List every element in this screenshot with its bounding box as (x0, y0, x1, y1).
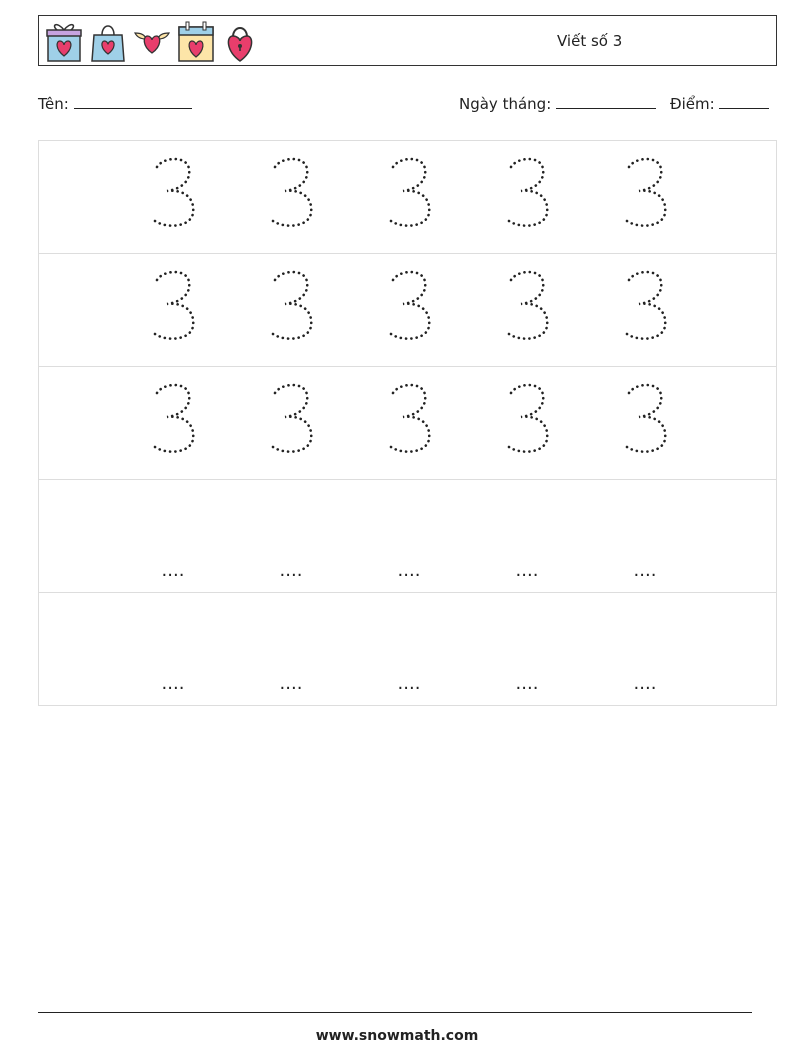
dot-placeholder: .... (397, 673, 421, 694)
dot-placeholder: .... (515, 673, 539, 694)
write-cell[interactable] (133, 480, 213, 593)
page-title: Viết số 3 (557, 32, 623, 50)
footer-website: www.snowmath.com (315, 1028, 479, 1044)
write-cell[interactable] (487, 480, 567, 593)
dotted-digit (387, 268, 435, 344)
winged-heart-icon (133, 19, 171, 63)
name-label: Tên: (38, 95, 69, 113)
digit-value: 3 (269, 381, 270, 382)
digit-value: 3 (505, 268, 506, 269)
trace-cell (251, 254, 331, 367)
trace-cell (251, 141, 331, 254)
dot-placeholder: .... (161, 560, 185, 581)
dotted-digit (505, 155, 553, 231)
trace-cell (487, 254, 567, 367)
name-blank[interactable] (74, 94, 192, 109)
dotted-digit (387, 155, 435, 231)
dotted-digit (151, 381, 199, 457)
dotted-digit (623, 381, 671, 457)
date-blank[interactable] (556, 94, 656, 109)
trace-cell (487, 367, 567, 480)
dotted-digit (269, 381, 317, 457)
score-label: Điểm: (670, 95, 715, 113)
header-box (38, 15, 777, 66)
digit-value: 3 (623, 268, 624, 269)
gift-box-icon (45, 19, 83, 63)
trace-cell (133, 254, 213, 367)
digit-value: 3 (387, 268, 388, 269)
dot-placeholder: .... (397, 560, 421, 581)
digit-value: 3 (387, 155, 388, 156)
dot-placeholder: .... (633, 673, 657, 694)
digit-value: 3 (505, 381, 506, 382)
write-cell[interactable] (251, 593, 331, 706)
dotted-digit (505, 381, 553, 457)
digit-value: 3 (387, 381, 388, 382)
worksheet-row (39, 141, 776, 254)
trace-cell (133, 367, 213, 480)
trace-cell (251, 367, 331, 480)
dotted-digit (269, 268, 317, 344)
trace-cell (605, 254, 685, 367)
worksheet-row (39, 254, 776, 367)
name-field (38, 94, 192, 113)
date-field (459, 94, 656, 113)
trace-cell (369, 141, 449, 254)
header-icons (45, 19, 259, 63)
practice-grid (38, 140, 777, 706)
dotted-digit (623, 268, 671, 344)
dotted-digit (269, 155, 317, 231)
worksheet-row (39, 480, 776, 593)
shopping-bag-icon (89, 19, 127, 63)
digit-value: 3 (151, 155, 152, 156)
trace-cell (605, 141, 685, 254)
score-blank[interactable] (719, 94, 769, 109)
score-field (670, 94, 769, 113)
trace-cell (133, 141, 213, 254)
heart-lock-icon (221, 19, 259, 63)
write-cell[interactable] (605, 480, 685, 593)
digit-value: 3 (269, 268, 270, 269)
digit-value: 3 (151, 268, 152, 269)
dot-placeholder: .... (515, 560, 539, 581)
dotted-digit (151, 268, 199, 344)
date-label: Ngày tháng: (459, 95, 552, 113)
trace-cell (369, 254, 449, 367)
digit-value: 3 (623, 155, 624, 156)
write-cell[interactable] (133, 593, 213, 706)
dotted-digit (505, 268, 553, 344)
calendar-heart-icon (177, 19, 215, 63)
worksheet-row (39, 367, 776, 480)
trace-cell (605, 367, 685, 480)
dotted-digit (623, 155, 671, 231)
dotted-digit (151, 155, 199, 231)
write-cell[interactable] (369, 593, 449, 706)
write-cell[interactable] (487, 593, 567, 706)
write-cell[interactable] (369, 480, 449, 593)
digit-value: 3 (623, 381, 624, 382)
trace-cell (369, 367, 449, 480)
dot-placeholder: .... (633, 560, 657, 581)
footer-divider (38, 1012, 752, 1013)
digit-value: 3 (505, 155, 506, 156)
digit-value: 3 (269, 155, 270, 156)
dot-placeholder: .... (279, 673, 303, 694)
trace-cell (487, 141, 567, 254)
dotted-digit (387, 381, 435, 457)
digit-value: 3 (151, 381, 152, 382)
write-cell[interactable] (251, 480, 331, 593)
write-cell[interactable] (605, 593, 685, 706)
dot-placeholder: .... (279, 560, 303, 581)
dot-placeholder: .... (161, 673, 185, 694)
worksheet-row (39, 593, 776, 706)
